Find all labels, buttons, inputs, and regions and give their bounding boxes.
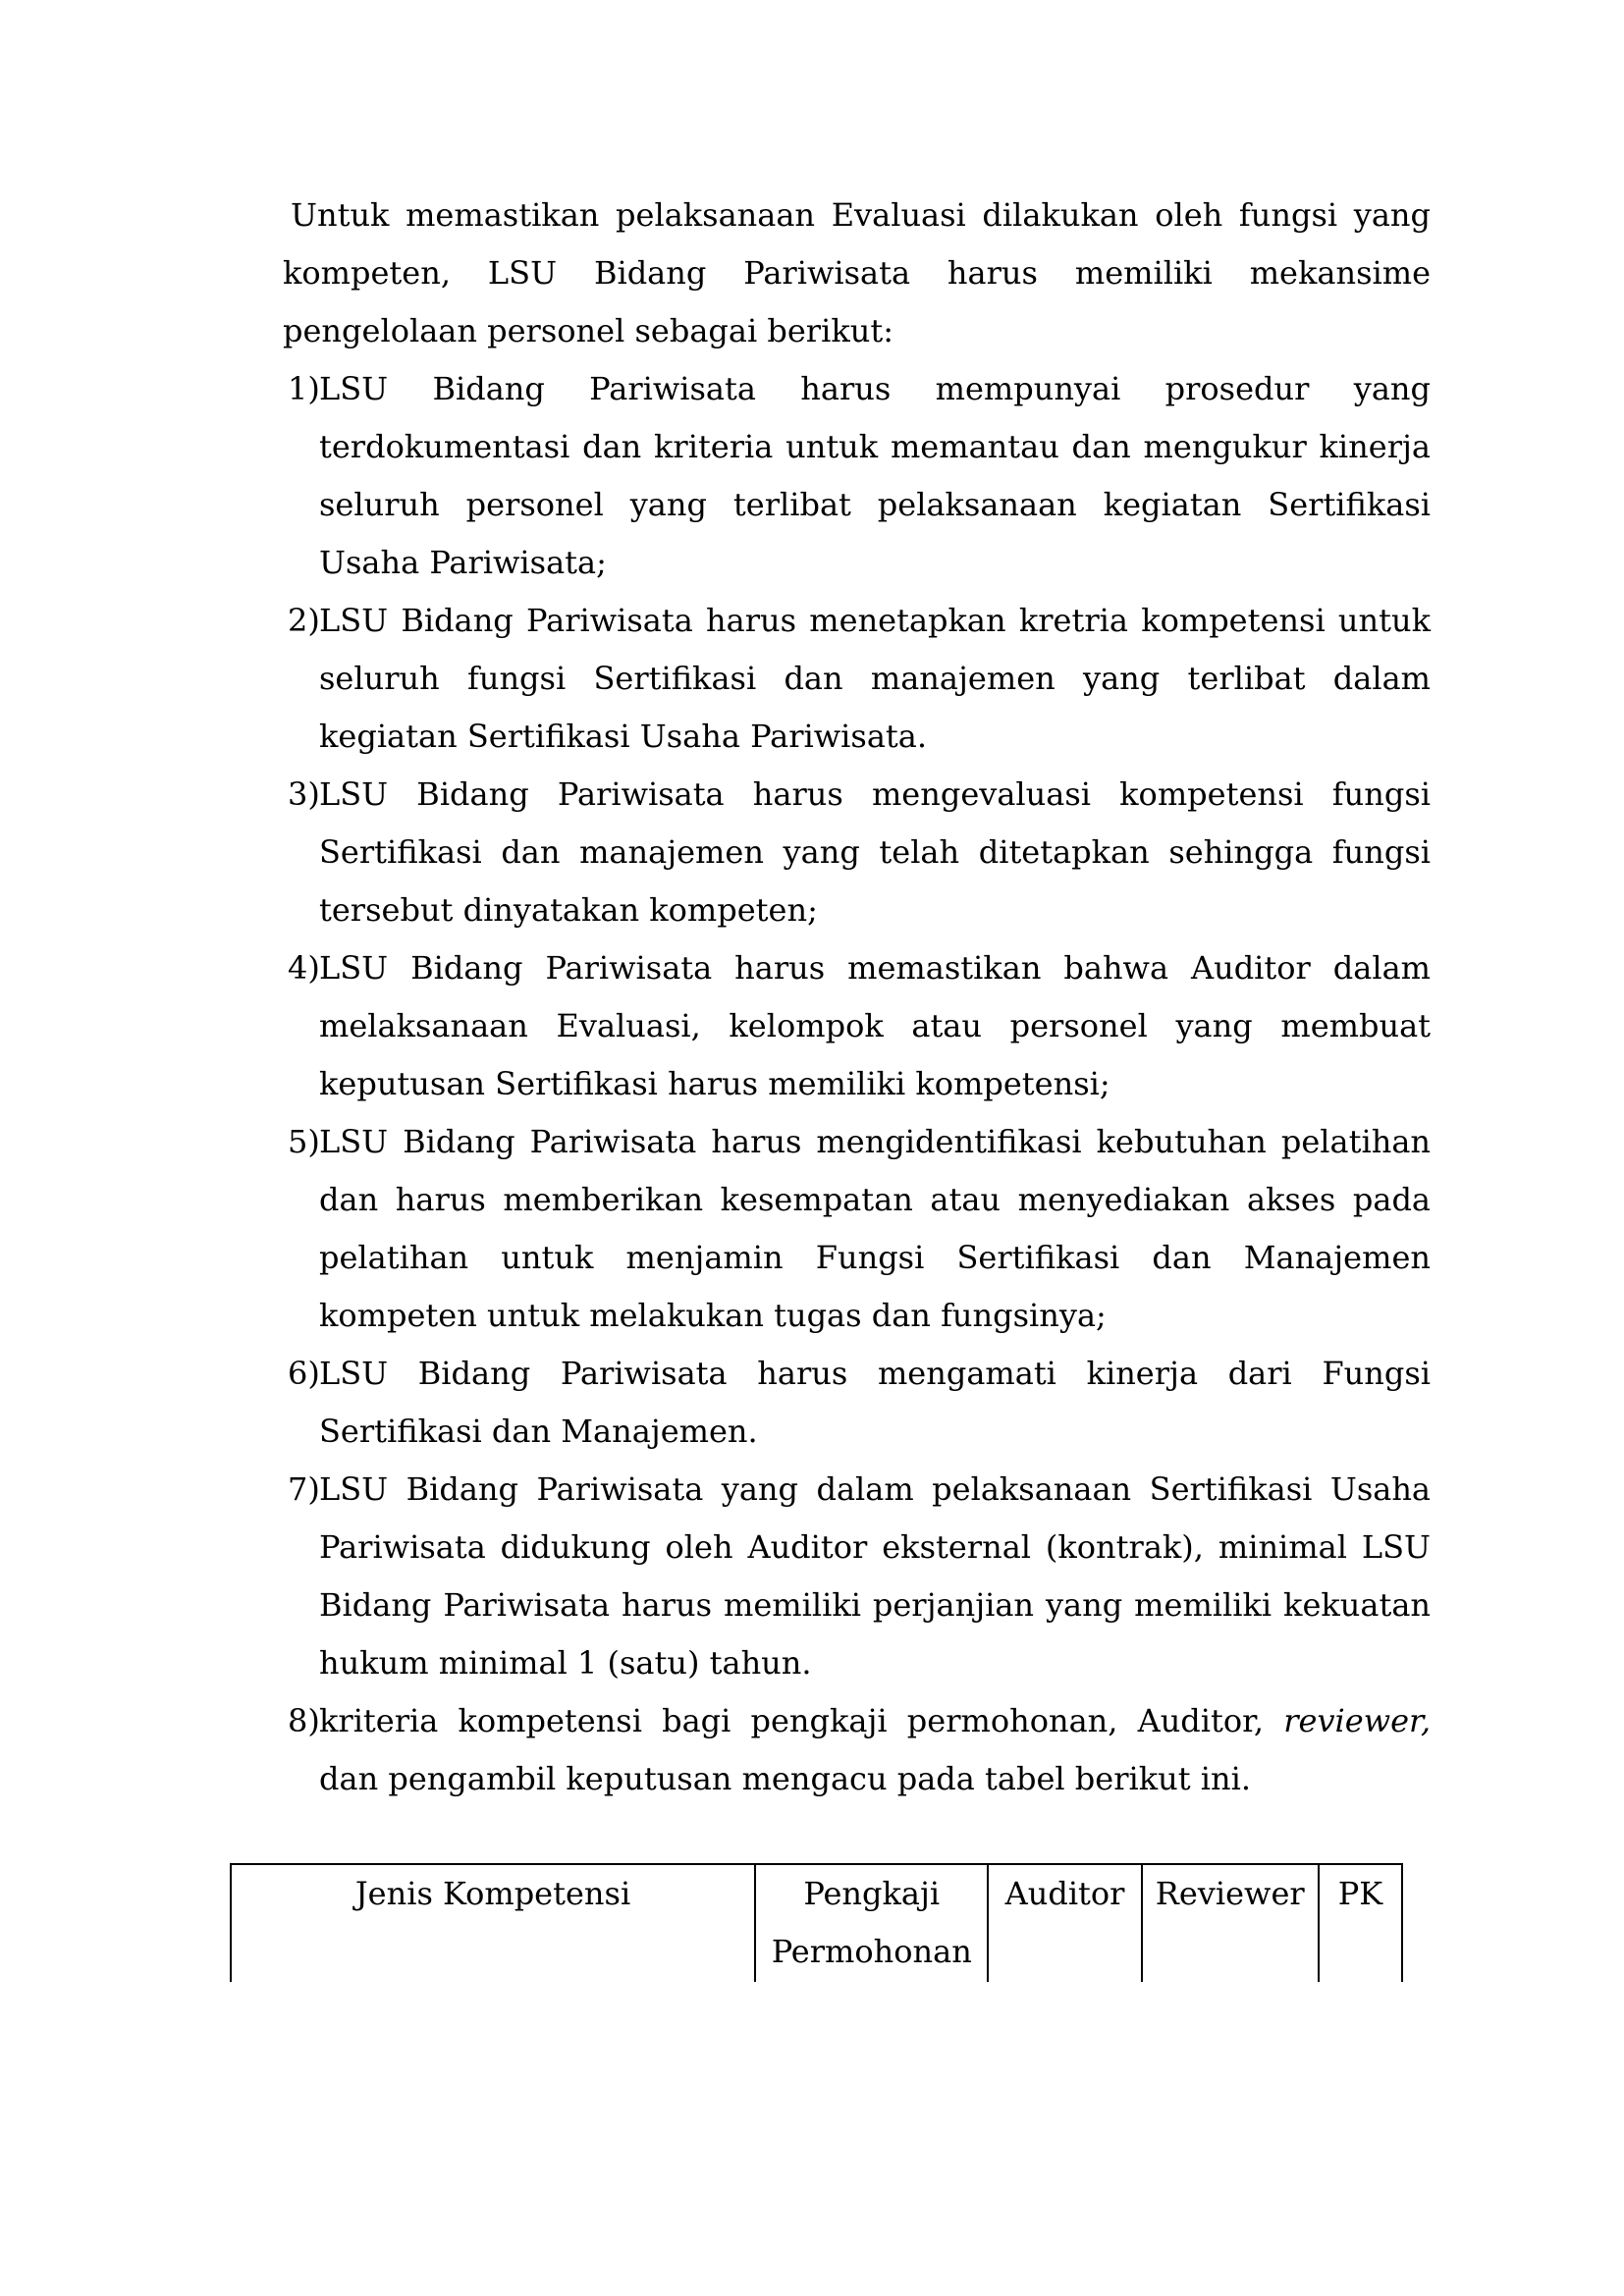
list-item-2	[283, 592, 1431, 766]
list-item-8	[283, 1692, 1431, 1808]
list-item-8-text-pre: kriteria kompetensi bagi pengkaji permohonan, Auditor,	[319, 1702, 1284, 1739]
table-header-auditor: Auditor	[988, 1864, 1141, 1982]
list-item-5-text: LSU Bidang Pariwisata harus mengidentifikasi kebutuhan pelatihan dan harus memberikan kesempatan atau menyediakan akses pada pelatihan untuk menjamin Fungsi Sertifikasi dan Manajemen kompeten untuk melakukan tugas dan fungsinya;	[319, 1123, 1431, 1334]
list-item-8-text-italic: reviewer,	[1283, 1702, 1431, 1739]
list-item-4-text: LSU Bidang Pariwisata harus memastikan bahwa Auditor dalam melaksanaan Evaluasi, kelompok atau personel yang membuat keputusan Sertifikasi harus memiliki kompetensi;	[319, 949, 1431, 1102]
table-header-reviewer: Reviewer	[1142, 1864, 1319, 1982]
list-item-3-number: 3)	[288, 775, 320, 813]
list-item-5-number: 5)	[288, 1123, 320, 1160]
list-item-8-text-post: dan pengambil keputusan mengacu pada tabel berikut ini.	[319, 1760, 1252, 1797]
competency-table-container	[230, 1863, 1403, 1982]
list-item-1	[283, 360, 1431, 592]
list-item-6-text: LSU Bidang Pariwisata harus mengamati kinerja dari Fungsi Sertifikasi dan Manajemen.	[319, 1355, 1431, 1450]
list-item-5	[283, 1113, 1431, 1345]
list-item-1-text: LSU Bidang Pariwisata harus mempunyai prosedur yang terdokumentasi dan kriteria untuk memantau dan mengukur kinerja seluruh personel yang terlibat pelaksanaan kegiatan Sertifikasi Usaha Pariwisata;	[319, 370, 1431, 581]
list-item-6	[283, 1345, 1431, 1461]
list-item-3	[283, 766, 1431, 939]
list-item-2-text: LSU Bidang Pariwisata harus menetapkan kretria kompetensi untuk seluruh fungsi Sertifikasi dan manajemen yang terlibat dalam kegiatan Sertifikasi Usaha Pariwisata.	[319, 602, 1431, 755]
list-item-4	[283, 939, 1431, 1113]
list-item-7-number: 7)	[288, 1470, 320, 1508]
list-item-8-number: 8)	[288, 1702, 320, 1739]
list-item-7	[283, 1461, 1431, 1692]
competency-table-header-row	[231, 1864, 1402, 1982]
list-item-4-number: 4)	[288, 949, 320, 987]
competency-table	[230, 1863, 1403, 1982]
list-item-6-number: 6)	[288, 1355, 320, 1392]
intro-paragraph: Untuk memastikan pelaksanaan Evaluasi dilakukan oleh fungsi yang kompeten, LSU Bidang Pariwisata harus memiliki mekansime pengelolaan personel sebagai berikut:	[283, 196, 1431, 349]
content-block	[283, 187, 1431, 1808]
table-header-jenis-kompetensi: Jenis Kompetensi	[231, 1864, 755, 1982]
list-item-2-number: 2)	[288, 602, 320, 639]
list-item-3-text: LSU Bidang Pariwisata harus mengevaluasi kompetensi fungsi Sertifikasi dan manajemen yang telah ditetapkan sehingga fungsi tersebut dinyatakan kompeten;	[319, 775, 1431, 929]
table-header-pk: PK	[1319, 1864, 1402, 1982]
list-item-7-text: LSU Bidang Pariwisata yang dalam pelaksanaan Sertifikasi Usaha Pariwisata didukung oleh Auditor eksternal (kontrak), minimal LSU Bidang Pariwisata harus memiliki perjanjian yang memiliki kekuatan hukum minimal 1 (satu) tahun.	[319, 1470, 1431, 1682]
list-item-1-number: 1)	[288, 370, 320, 407]
table-header-pengkaji-permohonan: Pengkaji Permohonan	[755, 1864, 988, 1982]
